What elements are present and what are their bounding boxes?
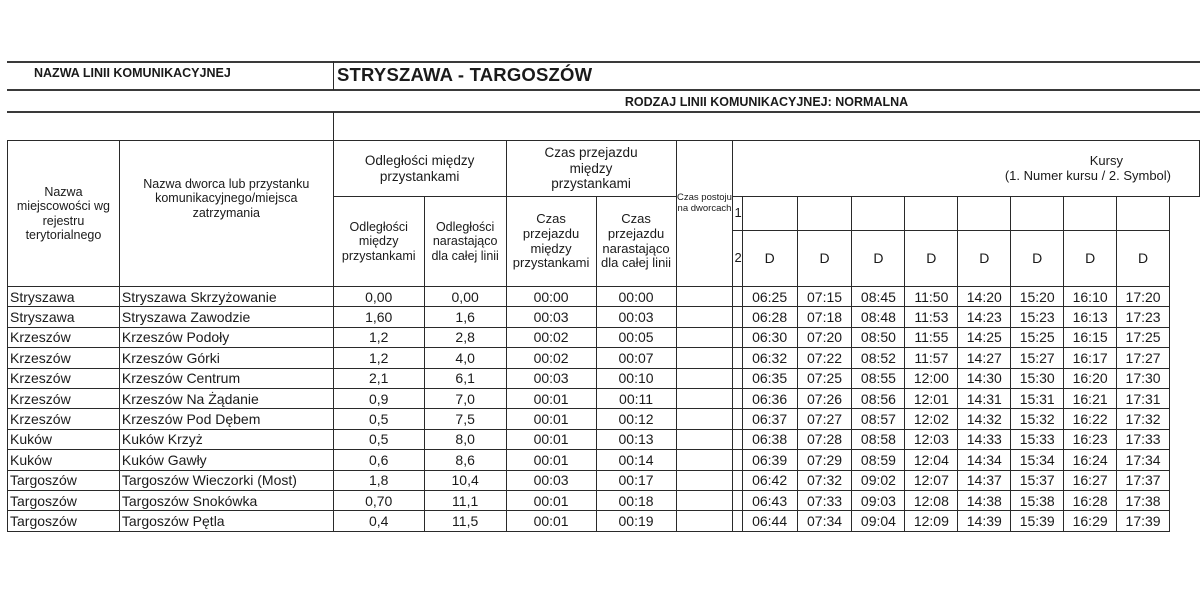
line-name-value: STRYSZAWA - TARGOSZÓW [337,64,593,85]
time-cell: 00:03 [506,368,596,388]
line-name-label: NAZWA LINII KOMUNIKACYJNEJ [34,66,231,80]
stop-cell: Krzeszów Centrum [119,368,333,388]
distance-cell: 2,1 [333,368,424,388]
stopover-cell [676,307,733,327]
locality-cell: Kuków [8,450,120,470]
time-cell: 00:03 [506,470,596,490]
header-divider-lower [333,112,334,140]
distance-cumulative-cell: 7,5 [424,409,506,429]
row-spacer [1170,287,1200,307]
locality-cell: Krzeszów [8,388,120,408]
departure-time-cell: 16:27 [1064,470,1117,490]
header-divider [333,61,334,90]
departure-time-cell: 12:00 [905,368,958,388]
stopover-cell [676,409,733,429]
row-spacer [1170,307,1200,327]
line-type: RODZAJ LINII KOMUNIKACYJNEJ: NORMALNA [624,95,909,109]
time-cumulative-cell: 00:05 [596,327,676,347]
departure-time-cell: 16:24 [1064,450,1117,470]
departure-time-cell: 07:27 [797,409,852,429]
distance-cumulative-cell: 11,5 [424,511,506,531]
course-symbol: D [797,231,852,287]
departure-time-cell: 17:31 [1117,388,1170,408]
stop-cell: Krzeszów Pod Dębem [119,409,333,429]
time-cell: 00:03 [506,307,596,327]
departure-time-cell: 08:58 [852,429,905,449]
departure-time-cell: 14:37 [958,470,1011,490]
stop-cell: Krzeszów Górki [119,348,333,368]
course-symbol: D [1064,231,1117,287]
distance-cell: 1,8 [333,470,424,490]
departure-time-cell: 17:39 [1117,511,1170,531]
time-cumulative-cell: 00:17 [596,470,676,490]
departure-time-cell: 06:36 [742,388,797,408]
time-cell: 00:01 [506,429,596,449]
row-spacer [1170,409,1200,429]
index-spacer-cell [733,388,742,408]
departure-time-cell: 17:34 [1117,450,1170,470]
departure-time-cell: 08:50 [852,327,905,347]
stopover-cell [676,450,733,470]
departure-time-cell: 07:34 [797,511,852,531]
distance-cumulative-cell: 8,0 [424,429,506,449]
row-spacer [1170,511,1200,531]
index-spacer-cell [733,429,742,449]
departure-time-cell: 12:03 [905,429,958,449]
departure-time-cell: 06:42 [742,470,797,490]
departure-time-cell: 16:20 [1064,368,1117,388]
departure-time-cell: 06:39 [742,450,797,470]
departure-time-cell: 08:57 [852,409,905,429]
departure-time-cell: 14:30 [958,368,1011,388]
departure-time-cell: 06:44 [742,511,797,531]
time-cell: 00:01 [506,409,596,429]
row-spacer [1170,490,1200,510]
departure-time-cell: 17:27 [1117,348,1170,368]
departure-time-cell: 08:48 [852,307,905,327]
table-row [8,307,1200,327]
timetable [7,140,1200,532]
departure-time-cell: 16:23 [1064,429,1117,449]
departure-time-cell: 06:43 [742,490,797,510]
distance-cell: 0,9 [333,388,424,408]
departure-time-cell: 09:03 [852,490,905,510]
locality-cell: Stryszawa [8,287,120,307]
locality-cell: Stryszawa [8,307,120,327]
courses-title: Kursy [1089,153,1123,168]
stop-cell: Stryszawa Skrzyżowanie [119,287,333,307]
departure-time-cell: 14:25 [958,327,1011,347]
locality-cell: Targoszów [8,490,120,510]
departure-time-cell: 06:38 [742,429,797,449]
index-spacer-cell [733,450,742,470]
table-row [8,490,1200,510]
time-cell: 00:00 [506,287,596,307]
row-spacer [1170,470,1200,490]
header-time-cumulative: Czas przejazdu narastająco dla całej linii [596,197,676,287]
table-row [8,450,1200,470]
stop-cell: Kuków Gawły [119,450,333,470]
table-row [8,327,1200,347]
departure-time-cell: 12:01 [905,388,958,408]
table-row [8,511,1200,531]
departure-time-cell: 17:30 [1117,368,1170,388]
departure-time-cell: 12:07 [905,470,958,490]
distance-cumulative-cell: 11,1 [424,490,506,510]
locality-cell: Krzeszów [8,327,120,347]
departure-time-cell: 12:02 [905,409,958,429]
departure-time-cell: 16:13 [1064,307,1117,327]
course-number [1011,197,1064,231]
table-row [8,388,1200,408]
time-cell: 00:01 [506,388,596,408]
locality-cell: Krzeszów [8,368,120,388]
time-cell: 00:02 [506,327,596,347]
departure-time-cell: 07:33 [797,490,852,510]
departure-time-cell: 07:18 [797,307,852,327]
table-row [8,429,1200,449]
table-row [8,287,1200,307]
distance-cell: 1,60 [333,307,424,327]
departure-time-cell: 07:28 [797,429,852,449]
index-spacer-cell [733,307,742,327]
table-row [8,368,1200,388]
departure-time-cell: 06:35 [742,368,797,388]
departure-time-cell: 08:55 [852,368,905,388]
row-spacer [1170,348,1200,368]
index-spacer-cell [733,490,742,510]
departure-time-cell: 06:28 [742,307,797,327]
distance-cumulative-cell: 7,0 [424,388,506,408]
departure-time-cell: 14:33 [958,429,1011,449]
header-courses [733,141,1200,197]
row-spacer [1170,450,1200,470]
distance-cell: 1,2 [333,327,424,347]
course-number [958,197,1011,231]
stop-cell: Krzeszów Na Żądanie [119,388,333,408]
departure-time-cell: 14:34 [958,450,1011,470]
distance-cumulative-cell: 6,1 [424,368,506,388]
courses-spacer [1170,197,1200,287]
stopover-cell [676,287,733,307]
departure-time-cell: 06:25 [742,287,797,307]
time-cumulative-cell: 00:03 [596,307,676,327]
course-symbol: D [905,231,958,287]
time-cumulative-cell: 00:13 [596,429,676,449]
stopover-cell [676,511,733,531]
row-spacer [1170,388,1200,408]
stop-cell: Targoszów Wieczorki (Most) [119,470,333,490]
departure-time-cell: 14:23 [958,307,1011,327]
time-cumulative-cell: 00:07 [596,348,676,368]
departure-time-cell: 15:23 [1011,307,1064,327]
course-number [1117,197,1170,231]
departure-time-cell: 06:32 [742,348,797,368]
distance-cell: 0,5 [333,409,424,429]
departure-time-cell: 08:59 [852,450,905,470]
departure-time-cell: 08:45 [852,287,905,307]
stopover-cell [676,429,733,449]
row-index-2: 2 [733,231,742,287]
departure-time-cell: 11:50 [905,287,958,307]
distance-cell: 0,70 [333,490,424,510]
departure-time-cell: 11:55 [905,327,958,347]
departure-time-cell: 12:08 [905,490,958,510]
course-symbol: D [1011,231,1064,287]
header-stopover: Czas postoju na dworcach [676,141,733,287]
departure-time-cell: 07:20 [797,327,852,347]
departure-time-cell: 11:53 [905,307,958,327]
departure-time-cell: 14:39 [958,511,1011,531]
departure-time-cell: 15:30 [1011,368,1064,388]
time-cumulative-cell: 00:10 [596,368,676,388]
header-distance-group: Odległości między przystankami [333,141,506,197]
departure-time-cell: 12:09 [905,511,958,531]
row-index-1: 1 [733,197,742,231]
departure-time-cell: 16:29 [1064,511,1117,531]
distance-cumulative-cell: 1,6 [424,307,506,327]
time-cell: 00:01 [506,490,596,510]
row-spacer [1170,429,1200,449]
stopover-cell [676,327,733,347]
departure-time-cell: 16:28 [1064,490,1117,510]
index-spacer-cell [733,327,742,347]
header-time-between: Czas przejazdu między przystankami [506,197,596,287]
index-spacer-cell [733,368,742,388]
distance-cell: 0,6 [333,450,424,470]
course-symbol: D [1117,231,1170,287]
course-number [1064,197,1117,231]
locality-cell: Kuków [8,429,120,449]
index-spacer-cell [733,511,742,531]
courses-subtitle: (1. Numer kursu / 2. Symbol) [1004,167,1171,183]
departure-time-cell: 17:37 [1117,470,1170,490]
course-number [742,197,797,231]
departure-time-cell: 06:37 [742,409,797,429]
course-number [797,197,852,231]
departure-time-cell: 16:17 [1064,348,1117,368]
time-cumulative-cell: 00:19 [596,511,676,531]
stopover-cell [676,490,733,510]
header-top-rule [7,61,1200,63]
index-spacer-cell [733,287,742,307]
course-number [905,197,958,231]
stopover-cell [676,470,733,490]
departure-time-cell: 16:21 [1064,388,1117,408]
departure-time-cell: 09:02 [852,470,905,490]
index-spacer-cell [733,470,742,490]
index-spacer-cell [733,348,742,368]
locality-cell: Targoszów [8,470,120,490]
time-cell: 00:01 [506,511,596,531]
departure-time-cell: 08:56 [852,388,905,408]
course-symbol: D [958,231,1011,287]
departure-time-cell: 09:04 [852,511,905,531]
course-symbol: D [852,231,905,287]
departure-time-cell: 07:22 [797,348,852,368]
departure-time-cell: 16:10 [1064,287,1117,307]
table-row [8,348,1200,368]
departure-time-cell: 14:27 [958,348,1011,368]
header-time-group: Czas przejazdu między przystankami [506,141,676,197]
departure-time-cell: 07:15 [797,287,852,307]
distance-cell: 0,00 [333,287,424,307]
departure-time-cell: 17:23 [1117,307,1170,327]
departure-time-cell: 14:31 [958,388,1011,408]
departure-time-cell: 17:25 [1117,327,1170,347]
stop-cell: Targoszów Snokówka [119,490,333,510]
header-distance-between: Odległości między przystankami [333,197,424,287]
departure-time-cell: 07:32 [797,470,852,490]
stopover-cell [676,388,733,408]
course-number [852,197,905,231]
header-distance-cumulative: Odległości narastająco dla całej linii [424,197,506,287]
departure-time-cell: 15:37 [1011,470,1064,490]
departure-time-cell: 07:25 [797,368,852,388]
time-cumulative-cell: 00:11 [596,388,676,408]
time-cell: 00:01 [506,450,596,470]
departure-time-cell: 07:29 [797,450,852,470]
departure-time-cell: 12:04 [905,450,958,470]
departure-time-cell: 15:33 [1011,429,1064,449]
departure-time-cell: 15:20 [1011,287,1064,307]
distance-cumulative-cell: 10,4 [424,470,506,490]
time-cumulative-cell: 00:12 [596,409,676,429]
row-spacer [1170,368,1200,388]
header-rule-3 [7,111,1200,113]
stop-cell: Stryszawa Zawodzie [119,307,333,327]
departure-time-cell: 17:32 [1117,409,1170,429]
departure-time-cell: 15:39 [1011,511,1064,531]
distance-cumulative-cell: 8,6 [424,450,506,470]
header-locality: Nazwa miejscowości wg rejestru terytorialnego [8,141,120,287]
header-stop: Nazwa dworca lub przystanku komunikacyjnego/miejsca zatrzymania [119,141,333,287]
locality-cell: Krzeszów [8,409,120,429]
time-cumulative-cell: 00:18 [596,490,676,510]
stop-cell: Krzeszów Podoły [119,327,333,347]
row-spacer [1170,327,1200,347]
departure-time-cell: 14:32 [958,409,1011,429]
departure-time-cell: 15:31 [1011,388,1064,408]
time-cumulative-cell: 00:00 [596,287,676,307]
departure-time-cell: 17:38 [1117,490,1170,510]
time-cell: 00:02 [506,348,596,368]
departure-time-cell: 17:20 [1117,287,1170,307]
stopover-cell [676,368,733,388]
course-symbol: D [742,231,797,287]
stopover-cell [676,348,733,368]
departure-time-cell: 15:27 [1011,348,1064,368]
distance-cell: 1,2 [333,348,424,368]
index-spacer-cell [733,409,742,429]
distance-cumulative-cell: 4,0 [424,348,506,368]
stop-cell: Targoszów Pętla [119,511,333,531]
locality-cell: Krzeszów [8,348,120,368]
distance-cumulative-cell: 2,8 [424,327,506,347]
distance-cell: 0,5 [333,429,424,449]
distance-cumulative-cell: 0,00 [424,287,506,307]
locality-cell: Targoszów [8,511,120,531]
departure-time-cell: 15:38 [1011,490,1064,510]
departure-time-cell: 06:30 [742,327,797,347]
distance-cell: 0,4 [333,511,424,531]
table-row [8,470,1200,490]
departure-time-cell: 08:52 [852,348,905,368]
table-row [8,409,1200,429]
departure-time-cell: 14:20 [958,287,1011,307]
departure-time-cell: 15:32 [1011,409,1064,429]
departure-time-cell: 16:22 [1064,409,1117,429]
time-cumulative-cell: 00:14 [596,450,676,470]
departure-time-cell: 07:26 [797,388,852,408]
departure-time-cell: 14:38 [958,490,1011,510]
departure-time-cell: 11:57 [905,348,958,368]
departure-time-cell: 17:33 [1117,429,1170,449]
departure-time-cell: 15:34 [1011,450,1064,470]
stop-cell: Kuków Krzyż [119,429,333,449]
departure-time-cell: 16:15 [1064,327,1117,347]
header-rule-2 [7,89,1200,91]
departure-time-cell: 15:25 [1011,327,1064,347]
